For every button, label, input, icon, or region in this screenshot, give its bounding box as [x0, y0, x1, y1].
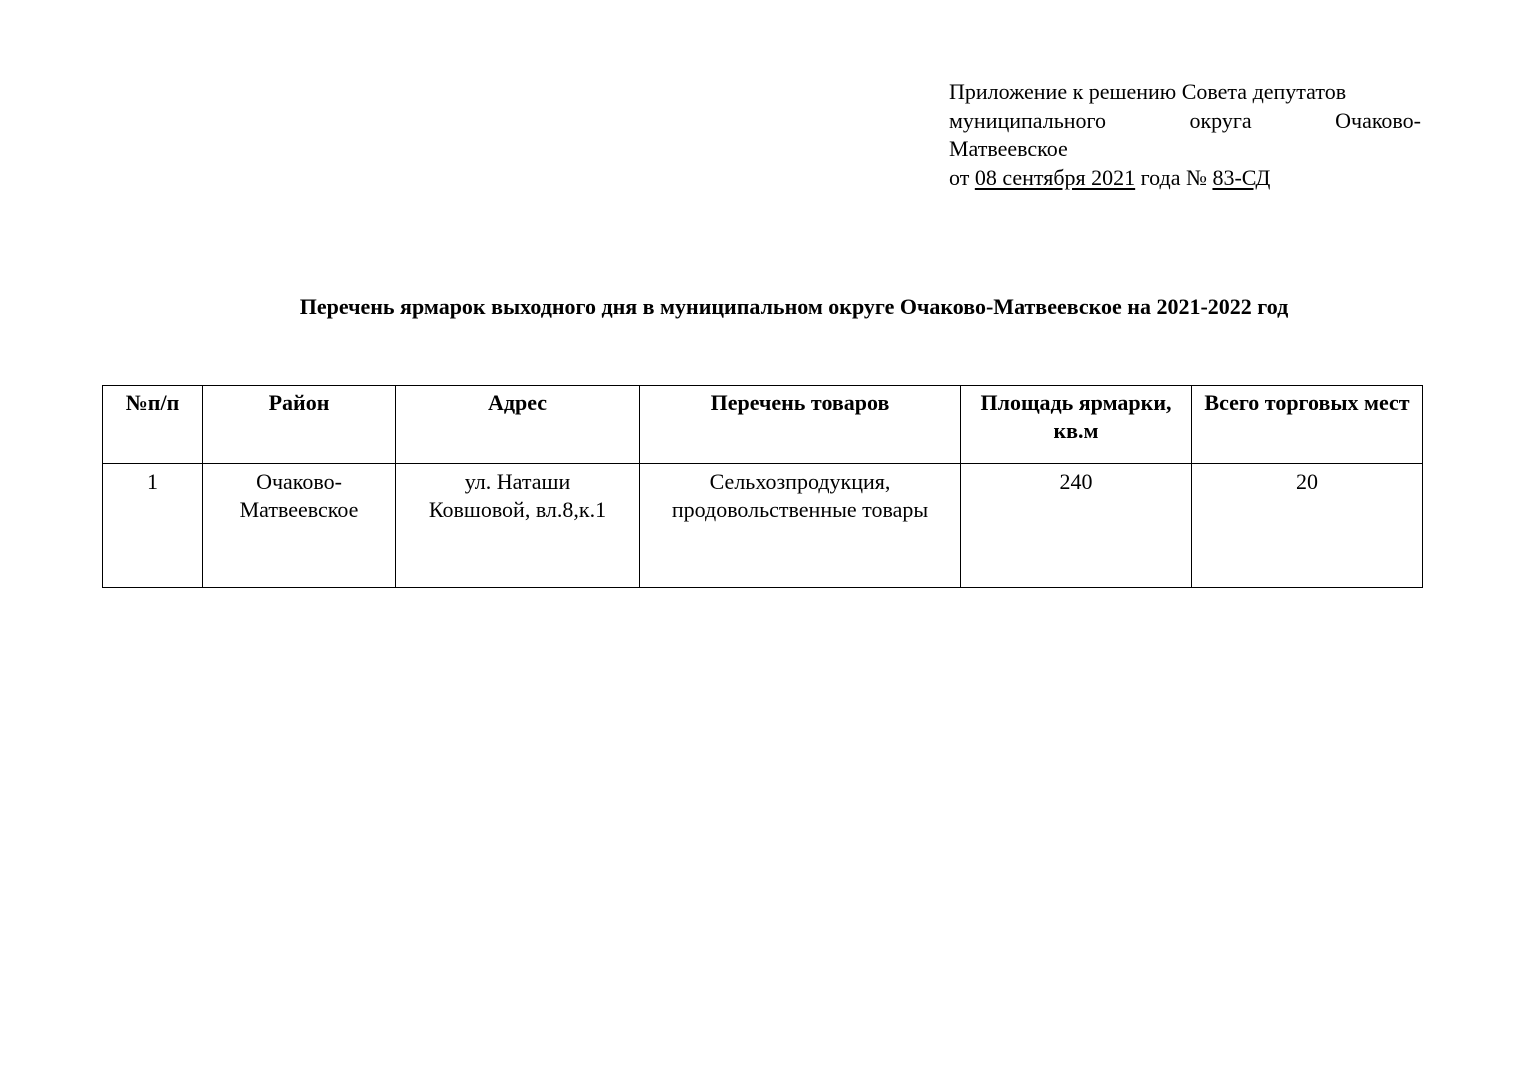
cell-district	[203, 464, 396, 588]
appendix-date-prefix: от	[949, 164, 970, 190]
appendix-number: 83-СД	[1212, 164, 1271, 190]
appendix-word: округа	[1189, 107, 1252, 133]
header-places: Всего торговых мест	[1192, 386, 1423, 464]
cell-address-line: Ковшовой, вл.8,к.1	[428, 497, 607, 522]
header-address: Адрес	[396, 386, 640, 464]
cell-goods-line: продовольственные товары	[671, 497, 929, 522]
table-row	[103, 464, 1423, 588]
cell-district-line: Очаково-	[256, 469, 342, 494]
cell-goods-line: Сельхозпродукция,	[709, 469, 891, 494]
appendix-line-3: Матвеевское	[949, 136, 1068, 161]
document-title: Перечень ярмарок выходного дня в муниципальном округе Очаково-Матвеевское на 2021-2022 год	[299, 294, 1289, 319]
cell-number: 1	[103, 464, 203, 588]
appendix-line-1: Приложение к решению Совета депутатов	[949, 79, 1347, 104]
appendix-line-4	[949, 164, 1421, 193]
cell-address-line: ул. Наташи	[464, 469, 571, 494]
header-goods: Перечень товаров	[640, 386, 961, 464]
fairs-table	[102, 385, 1423, 588]
header-number: №п/п	[103, 386, 203, 464]
appendix-line-2	[949, 107, 1421, 136]
appendix-date: 08 сентября 2021	[974, 164, 1136, 190]
appendix-block	[949, 78, 1421, 192]
cell-district-line: Матвеевское	[239, 497, 359, 522]
appendix-word: муниципального	[949, 107, 1107, 133]
appendix-word: Очаково-	[1335, 107, 1421, 133]
cell-address	[396, 464, 640, 588]
header-area: Площадь ярмарки, кв.м	[961, 386, 1192, 464]
cell-places: 20	[1192, 464, 1423, 588]
appendix-number-prefix: года №	[1140, 164, 1207, 190]
cell-area: 240	[961, 464, 1192, 588]
header-district: Район	[203, 386, 396, 464]
table-header-row	[103, 386, 1423, 464]
cell-goods	[640, 464, 961, 588]
